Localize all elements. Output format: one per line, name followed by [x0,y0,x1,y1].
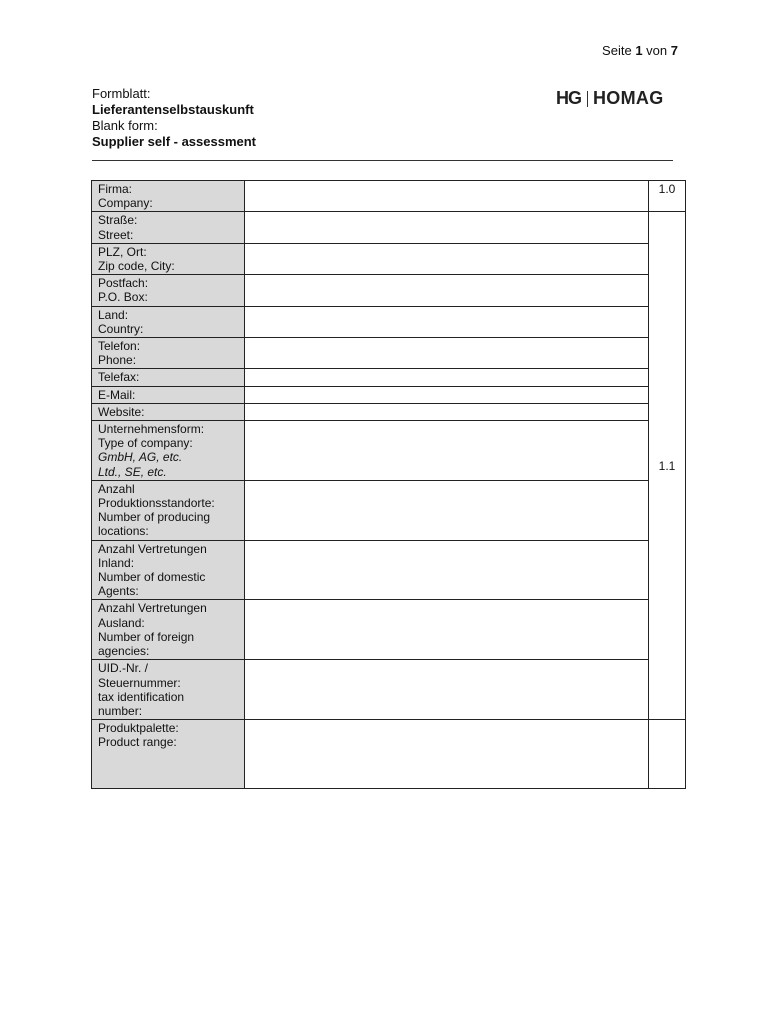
table-row-fax [92,369,686,386]
field-street[interactable] [245,212,649,243]
field-email[interactable] [245,386,649,403]
logo-mark: HG [556,88,581,108]
field-website[interactable] [245,403,649,420]
section-number-1-0: 1.0 [649,181,686,212]
page-total: 7 [670,43,678,58]
table-row-phone [92,338,686,369]
label-tax-id: UID.-Nr. / Steuernummer: tax identification number: [92,660,245,720]
logo-separator [587,91,588,107]
logo-name: HOMAG [593,88,664,108]
table-row-country [92,306,686,337]
header-divider [92,160,673,161]
label-street: Straße: Street: [92,212,245,243]
label-foreign-agencies: Anzahl Vertretungen Ausland: Number of foreign agencies: [92,600,245,660]
header-line-blank-form: Blank form: [92,118,158,133]
table-row-foreign-agencies [92,600,686,660]
homag-logo [556,88,664,109]
table-row-domestic-agents [92,540,686,600]
table-row-website [92,403,686,420]
label-country: Land: Country: [92,306,245,337]
table-row-po-box [92,275,686,306]
label-company: Firma: Company: [92,181,245,212]
header-title-de: Lieferantenselbstauskunft [92,102,254,117]
table-row-product-range [92,720,686,789]
label-company-type: Unternehmensform: Type of company: GmbH, AG, etc. Ltd., SE, etc. [92,421,245,481]
table-row-company [92,181,686,212]
field-country[interactable] [245,306,649,337]
field-company[interactable] [245,181,649,212]
table-row-production-sites [92,480,686,540]
label-email: E-Mail: [92,386,245,403]
table-row-email [92,386,686,403]
label-po-box: Postfach: P.O. Box: [92,275,245,306]
field-phone[interactable] [245,338,649,369]
label-fax: Telefax: [92,369,245,386]
label-domestic-agents: Anzahl Vertretungen Inland: Number of domestic Agents: [92,540,245,600]
field-foreign-agencies[interactable] [245,600,649,660]
header-line-formblatt: Formblatt: [92,86,151,101]
form-header [92,86,256,150]
page-current: 1 [635,43,643,58]
table-row-zip-city [92,243,686,274]
field-tax-id[interactable] [245,660,649,720]
field-domestic-agents[interactable] [245,540,649,600]
field-zip-city[interactable] [245,243,649,274]
page-number [602,43,678,58]
table-row-tax-id [92,660,686,720]
page-label: Seite [602,43,632,58]
field-production-sites[interactable] [245,480,649,540]
section-number-1-1: 1.1 [649,212,686,720]
header-title-en: Supplier self - assessment [92,134,257,149]
label-zip-city: PLZ, Ort: Zip code, City: [92,243,245,274]
field-company-type[interactable] [245,421,649,481]
label-product-range: Produktpalette: Product range: [92,720,245,789]
section-number-empty-2 [649,720,686,789]
page-of-label: von [646,43,668,58]
field-po-box[interactable] [245,275,649,306]
table-row-street [92,212,686,243]
supplier-form-table [91,180,686,789]
field-fax[interactable] [245,369,649,386]
label-website: Website: [92,403,245,420]
field-product-range[interactable] [245,720,649,789]
table-row-company-type [92,421,686,481]
label-phone: Telefon: Phone: [92,338,245,369]
label-production-sites: Anzahl Produktionsstandorte: Number of producing locations: [92,480,245,540]
